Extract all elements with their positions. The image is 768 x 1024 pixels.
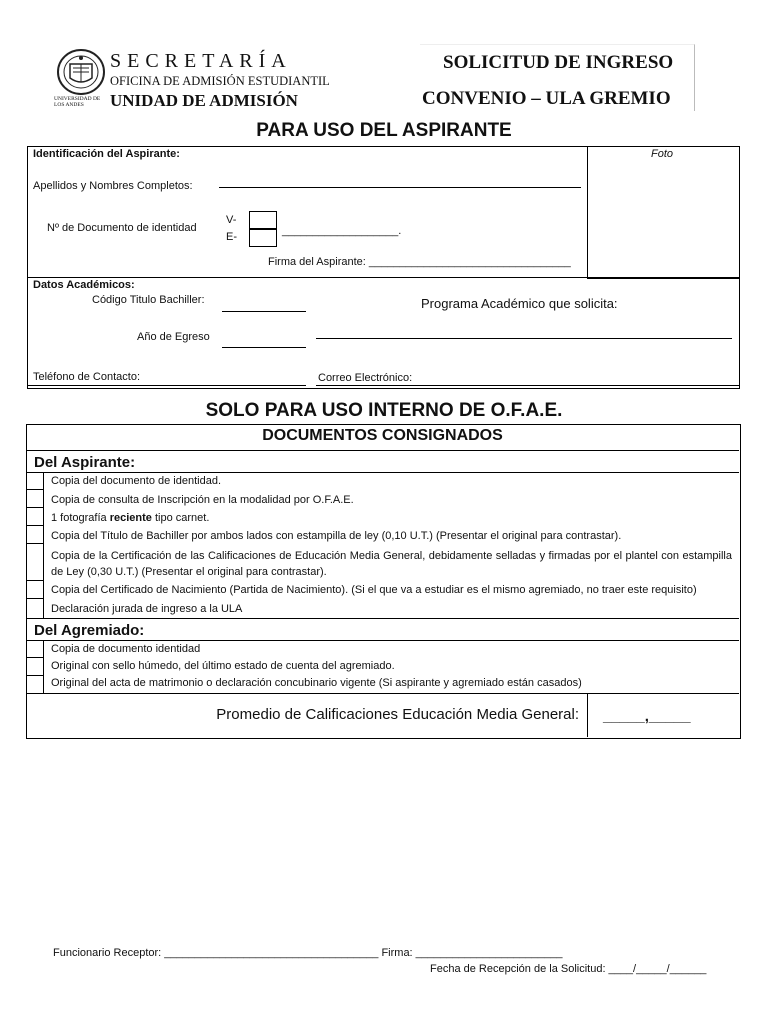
checkbox[interactable]: [27, 640, 44, 658]
doc-item: Copia del documento de identidad.: [51, 475, 222, 487]
checkbox[interactable]: [27, 599, 44, 618]
telefono-field[interactable]: [27, 385, 306, 386]
unidad-heading: UNIDAD DE ADMISIÓN: [110, 91, 298, 110]
e-label: E-: [226, 231, 237, 243]
checkbox[interactable]: [27, 658, 44, 676]
e-checkbox[interactable]: [249, 228, 277, 247]
anio-field[interactable]: [222, 347, 306, 348]
doc-item: Copia de la Certificación de las Calificaciones de Educación Media General, debidamente selladas y firmadas por el plantel con estampilla de Ley (0,30 U.T.) (Presentar el original para contrastar).: [51, 550, 732, 578]
codigo-label: Código Titulo Bachiller:: [92, 294, 205, 306]
divider: [587, 693, 588, 737]
oficina-heading: OFICINA DE ADMISIÓN ESTUDIANTIL: [110, 74, 330, 88]
fecha-recepcion[interactable]: Fecha de Recepción de la Solicitud: ____/_____/______: [430, 963, 707, 975]
universidad-label: UNIVERSIDAD DE LOS ANDES: [54, 96, 101, 108]
del-aspirante-label: Del Aspirante:: [34, 454, 136, 471]
checkbox[interactable]: [27, 676, 44, 693]
doc-item: Copia de documento identidad: [51, 643, 201, 655]
datos-academicos-label: Datos Académicos:: [33, 279, 135, 291]
doc-item: Copia del Título de Bachiller por ambos lados con estampilla de ley (0,10 U.T.) (Presentar el original para contrastar).: [51, 530, 622, 542]
programa-field[interactable]: [316, 338, 732, 339]
doc-item: Original con sello húmedo, del último estado de cuenta del agremiado.: [51, 660, 395, 672]
divider: [26, 472, 739, 473]
programa-label: Programa Académico que solicita:: [421, 296, 618, 311]
anio-label: Año de Egreso: [137, 331, 210, 343]
correo-label: Correo Electrónico:: [318, 372, 413, 384]
doc-item: Original del acta de matrimonio o declaración concubinario vigente (Si aspirante y agremiado están casados): [51, 677, 582, 689]
apellidos-label: Apellidos y Nombres Completos:: [33, 180, 193, 192]
doc-item: Copia del Certificado de Nacimiento (Partida de Nacimiento). (Si el que va a estudiar es el mismo agremiado, no traer este requisito): [51, 584, 697, 596]
v-label: V-: [226, 214, 237, 226]
secretaria-heading: SECRETARÍA: [110, 50, 292, 72]
telefono-label: Teléfono de Contacto:: [33, 371, 141, 383]
codigo-field[interactable]: [222, 311, 306, 312]
foto-label: Foto: [651, 148, 674, 160]
photo-box: [587, 146, 740, 279]
identificacion-label: Identificación del Aspirante:: [33, 148, 180, 160]
form-title-line1: SOLICITUD DE INGRESO: [443, 52, 674, 73]
section-title-aspirante: PARA USO DEL ASPIRANTE: [256, 120, 512, 141]
correo-field[interactable]: [316, 385, 739, 386]
promedio-field[interactable]: _____,_____: [603, 708, 691, 725]
checkbox[interactable]: [27, 472, 44, 490]
doc-item: 1 fotografía reciente tipo carnet.: [51, 512, 210, 524]
divider: [26, 640, 739, 641]
apellidos-field[interactable]: [219, 187, 581, 188]
divider: [26, 693, 739, 694]
documento-field[interactable]: ___________________.: [282, 225, 402, 237]
divider: [26, 450, 739, 451]
del-agremiado-label: Del Agremiado:: [34, 622, 145, 639]
firma-aspirante[interactable]: Firma del Aspirante: _________________________________: [268, 256, 571, 268]
divider: [27, 277, 739, 278]
checkbox[interactable]: [27, 581, 44, 599]
doc-item: Declaración jurada de ingreso a la ULA: [51, 603, 243, 615]
form-title-line2: CONVENIO – ULA GREMIO: [422, 88, 671, 109]
documento-label: Nº de Documento de identidad: [47, 222, 197, 234]
doc-item: Copia de consulta de Inscripción en la modalidad por O.F.A.E.: [51, 494, 354, 506]
checkbox[interactable]: [27, 508, 44, 526]
checkbox[interactable]: [27, 544, 44, 581]
funcionario-receptor[interactable]: Funcionario Receptor: ___________________________________ Firma: ________________________: [53, 947, 563, 959]
checkbox[interactable]: [27, 490, 44, 508]
promedio-label: Promedio de Calificaciones Educación Media General:: [216, 706, 579, 723]
section-title-interno: SOLO PARA USO INTERNO DE O.F.A.E.: [205, 400, 563, 421]
documentos-title: DOCUMENTOS CONSIGNADOS: [262, 427, 503, 444]
checkbox[interactable]: [27, 526, 44, 544]
divider: [26, 618, 739, 619]
